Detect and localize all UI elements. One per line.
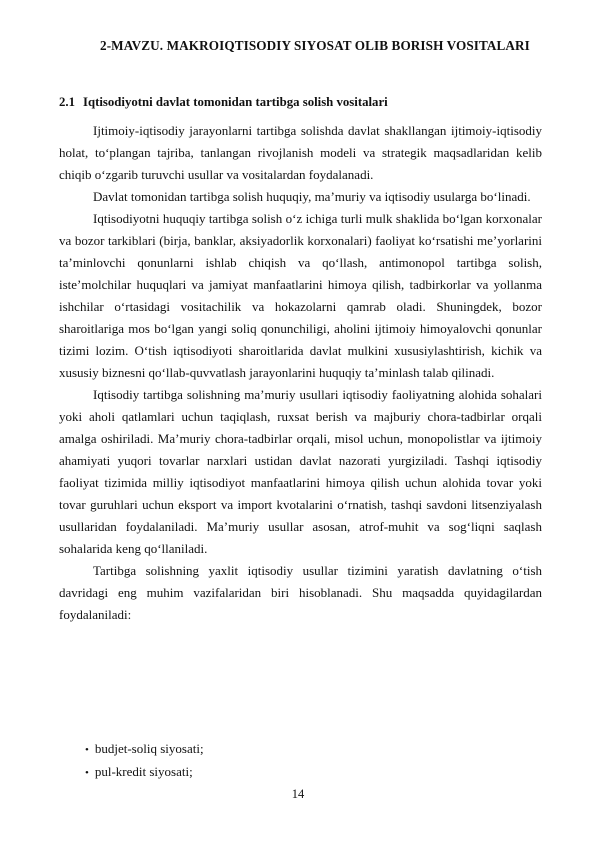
section-heading [59, 95, 388, 110]
section-title: Iqtisodiyotni davlat tomonidan tartibga solish vositalari [83, 95, 388, 109]
chapter-title: 2-MAVZU. MAKROIQTISODIY SIYOSAT OLIB BORISH VOSITALARI [100, 38, 530, 53]
section-number: 2.1 [59, 95, 75, 109]
bullet-list [85, 738, 204, 779]
page-number: 14 [291, 787, 305, 801]
bullet-item: • pul-kredit siyosati; [85, 761, 204, 784]
paragraph: Tartibga solishning yaxlit iqtisodiy usullar tizimini yaratish davlatning o‘tish davridagi eng muhim vazifalaridan biri hisoblanadi. Shu maqsadda quyidagilardan foydalaniladi: [59, 563, 542, 622]
body-text [59, 120, 542, 626]
paragraph: Iqtisodiy tartibga solishning ma’muriy usullari iqtisodiy faoliyatning alohida sohalari yoki aholi qatlamlari uchun taqiqlash, ruxsat berish va majburiy chora-tadbirlar orqali amalga oshiriladi. Ma’muriy chora-tadbirlar orqali, misol uchun, monopolistlar va ijtimoiy ahamiyati yuqori tovarlar narxlari ustidan davlat nazorati yurgiziladi. Tashqi iqtisodiy faoliyat tizimida milliy iqtisodiyot manfaatlarini himoya qilish uchun alohida tovar yoki tovar guruhlari uchun eksport va import kvotalarini o‘rnatish, tashqi savdoni litsenziyalash usullaridan foydalaniladi. Ma’muriy usullar asosan, atrof-muhit va sog‘liqni saqlash sohalarida keng qo‘llaniladi. [59, 387, 542, 556]
paragraph: Davlat tomonidan tartibga solish huquqiy, ma’muriy va iqtisodiy usularga bo‘linadi. [93, 189, 531, 204]
paragraph: Iqtisodiyotni huquqiy tartibga solish o‘z ichiga turli mulk shaklida bo‘lgan korxonalar va bozor tarkiblari (birja, banklar, aksiyadorlik korxonalari) faoliyat ko‘rsatishi me’yorlarini ta’minlovchi qonunlarni ishlab chiqish va qo‘llash, antimonopol tartibga solish, iste’molchilar huquqlari va jamiyat manfaatlarini himoya qilish, tadbirkorlar va yollanma ishchilar o‘rtasidagi vositachilik va hokazolarni qamrab oladi. Shuningdek, bozor sharoitlariga mos bo‘lgan yangi soliq qonunchiligi, aholini ijtimoiy himoyalovchi qonunlar tizimi lozim. O‘tish iqtisodiyoti sharoitlarida davlat mulkini xususiylashtirish, kichik va xususiy biznesni qo‘llab-quvvatlash jarayonlarini huquqiy ta’minlash talab qilinadi. [59, 211, 542, 380]
paragraph: Ijtimoiy-iqtisodiy jarayonlarni tartibga solishda davlat shakllangan ijtimoiy-iqtisodiy holat, to‘plangan tajriba, tanlangan rivojlanish modeli va strategik maqsadlaridan kelib chiqib o‘zgarib turuvchi usullar va vositalardan foydalanadi. [59, 123, 542, 182]
bullet-item: • budjet-soliq siyosati; [85, 738, 204, 761]
